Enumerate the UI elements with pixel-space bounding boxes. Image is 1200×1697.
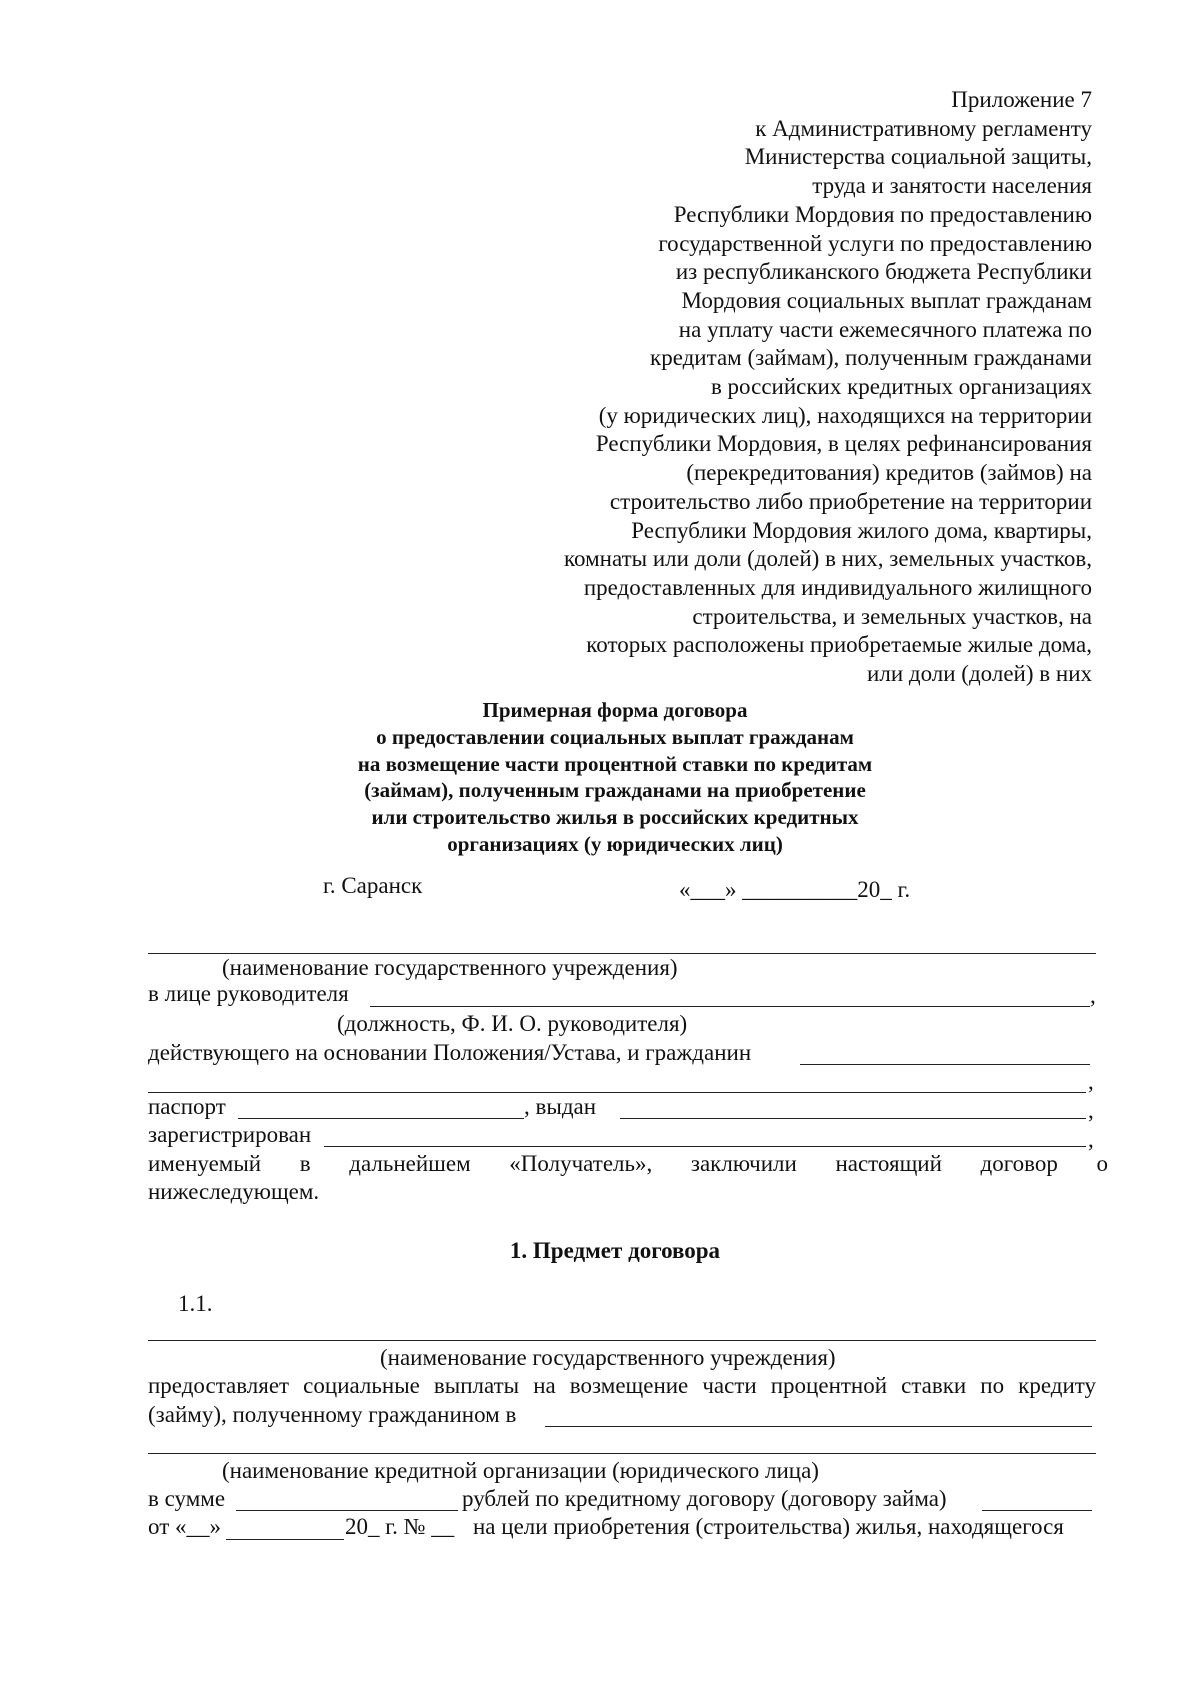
year-number: 20_ г. № __ bbox=[345, 1514, 455, 1539]
named-line-word: о bbox=[1096, 1151, 1108, 1176]
appendix-line: кредитам (займам), полученным гражданами bbox=[650, 345, 1092, 371]
section-heading: 1. Предмет договора bbox=[509, 1238, 721, 1263]
appendix-line: Республики Мордовия по предоставлению bbox=[673, 201, 1092, 227]
clause-number: 1.1. bbox=[178, 1291, 213, 1316]
title-line: Примерная форма договора bbox=[482, 698, 748, 722]
institution-line-2[interactable] bbox=[148, 1340, 1096, 1341]
comma: , bbox=[1090, 983, 1096, 1008]
acting-basis: действующего на основании Положения/Устава, и гражданин bbox=[148, 1040, 752, 1065]
issued-line[interactable] bbox=[620, 1118, 1086, 1119]
caption-institution: (наименование государственного учреждения) bbox=[222, 955, 678, 980]
appendix-line: Республики Мордовия, в целях рефинансирования bbox=[595, 431, 1092, 457]
registered-label: зарегистрирован bbox=[148, 1122, 312, 1147]
from-label: от «__» bbox=[148, 1514, 221, 1539]
head-line[interactable] bbox=[370, 1006, 1090, 1007]
loan-label: (займу), полученному гражданином в bbox=[148, 1402, 517, 1427]
appendix-number: Приложение 7 bbox=[951, 87, 1092, 112]
sum-text: рублей по кредитному договору (договору займа) bbox=[462, 1486, 947, 1511]
named-line bbox=[148, 1150, 1108, 1178]
named-line-word: именуемый bbox=[148, 1151, 262, 1176]
registered-line[interactable] bbox=[324, 1146, 1086, 1147]
appendix-line: комнаты или доли (долей) в них, земельных участков, bbox=[564, 546, 1092, 572]
appendix-line: к Административному регламенту bbox=[755, 115, 1092, 141]
appendix-line: строительство либо приобретение на территории bbox=[609, 488, 1092, 514]
appendix-line: (у юридических лиц), находящихся на территории bbox=[598, 402, 1092, 428]
caption-head: (должность, Ф. И. О. руководителя) bbox=[337, 1011, 688, 1036]
title-line: организациях (у юридических лиц) bbox=[447, 832, 783, 856]
contract-number-line[interactable] bbox=[982, 1510, 1092, 1511]
comma: , bbox=[1088, 1069, 1094, 1094]
purpose-text: на цели приобретения (строительства) жилья, находящегося bbox=[473, 1514, 1064, 1539]
named-line-word: договор bbox=[980, 1151, 1058, 1176]
citizen-line[interactable] bbox=[800, 1064, 1090, 1065]
named-line-word: заключили bbox=[690, 1151, 797, 1176]
title-line: на возмещение части процентной ставки по кредитам bbox=[357, 751, 873, 776]
caption-credit-org: (наименование кредитной организации (юридического лица) bbox=[222, 1458, 819, 1483]
comma: , bbox=[1088, 1098, 1094, 1123]
appendix-line: которых расположены приобретаемые жилые дома, bbox=[586, 632, 1092, 658]
appendix-line: Мордовия социальных выплат гражданам bbox=[681, 287, 1092, 313]
title-line: или строительство жилья в российских кредитных bbox=[371, 805, 859, 830]
credit-org-line[interactable] bbox=[148, 1453, 1096, 1454]
appendix-line: в российских кредитных организациях bbox=[710, 374, 1092, 399]
title-line: (займам), полученным гражданами на приобретение bbox=[364, 778, 866, 803]
appendix-line: Министерства социальной защиты, bbox=[744, 144, 1092, 170]
provides-text: предоставляет социальные выплаты на возмещение части процентной ставки по кредиту bbox=[148, 1373, 1096, 1398]
appendix-line: строительства, и земельных участков, на bbox=[692, 603, 1092, 629]
sum-line[interactable] bbox=[236, 1510, 458, 1511]
appendix-line: (перекредитования) кредитов (займов) на bbox=[686, 460, 1092, 486]
appendix-line: из республиканского бюджета Республики bbox=[675, 259, 1092, 285]
comma: , bbox=[1088, 1127, 1094, 1152]
head-label: в лице руководителя bbox=[148, 981, 349, 1006]
sum-label: в сумме bbox=[148, 1486, 226, 1511]
appendix-line: на уплату части ежемесячного платежа по bbox=[678, 316, 1092, 342]
named-line-word: дальнейшем bbox=[349, 1151, 471, 1176]
named-line-word: настоящий bbox=[835, 1151, 942, 1176]
citizen-line-2[interactable] bbox=[148, 1092, 1086, 1093]
passport-line[interactable] bbox=[238, 1118, 524, 1119]
appendix-line: или доли (долей) в них bbox=[867, 661, 1092, 686]
from-date-line[interactable] bbox=[226, 1539, 344, 1540]
title-line: о предоставлении социальных выплат гражданам bbox=[376, 724, 854, 749]
issued-label: , выдан bbox=[524, 1094, 597, 1119]
appendix-line: Республики Мордовия жилого дома, квартиры, bbox=[631, 517, 1092, 543]
named-line-end: нижеследующем. bbox=[148, 1179, 320, 1204]
date-blank: «___» __________20_ г. bbox=[679, 877, 911, 902]
named-line-word: в bbox=[299, 1151, 311, 1176]
caption-institution-2: (наименование государственного учреждения) bbox=[380, 1345, 836, 1370]
appendix-line: труда и занятости населения bbox=[812, 173, 1092, 199]
appendix-line: предоставленных для индивидуального жилищного bbox=[583, 574, 1092, 600]
place: г. Саранск bbox=[323, 873, 423, 898]
passport-label: паспорт bbox=[148, 1094, 226, 1119]
appendix-line: государственной услуги по предоставлению bbox=[658, 230, 1092, 256]
bank-line[interactable] bbox=[545, 1426, 1092, 1427]
named-line-word: «Получатель», bbox=[509, 1151, 653, 1176]
